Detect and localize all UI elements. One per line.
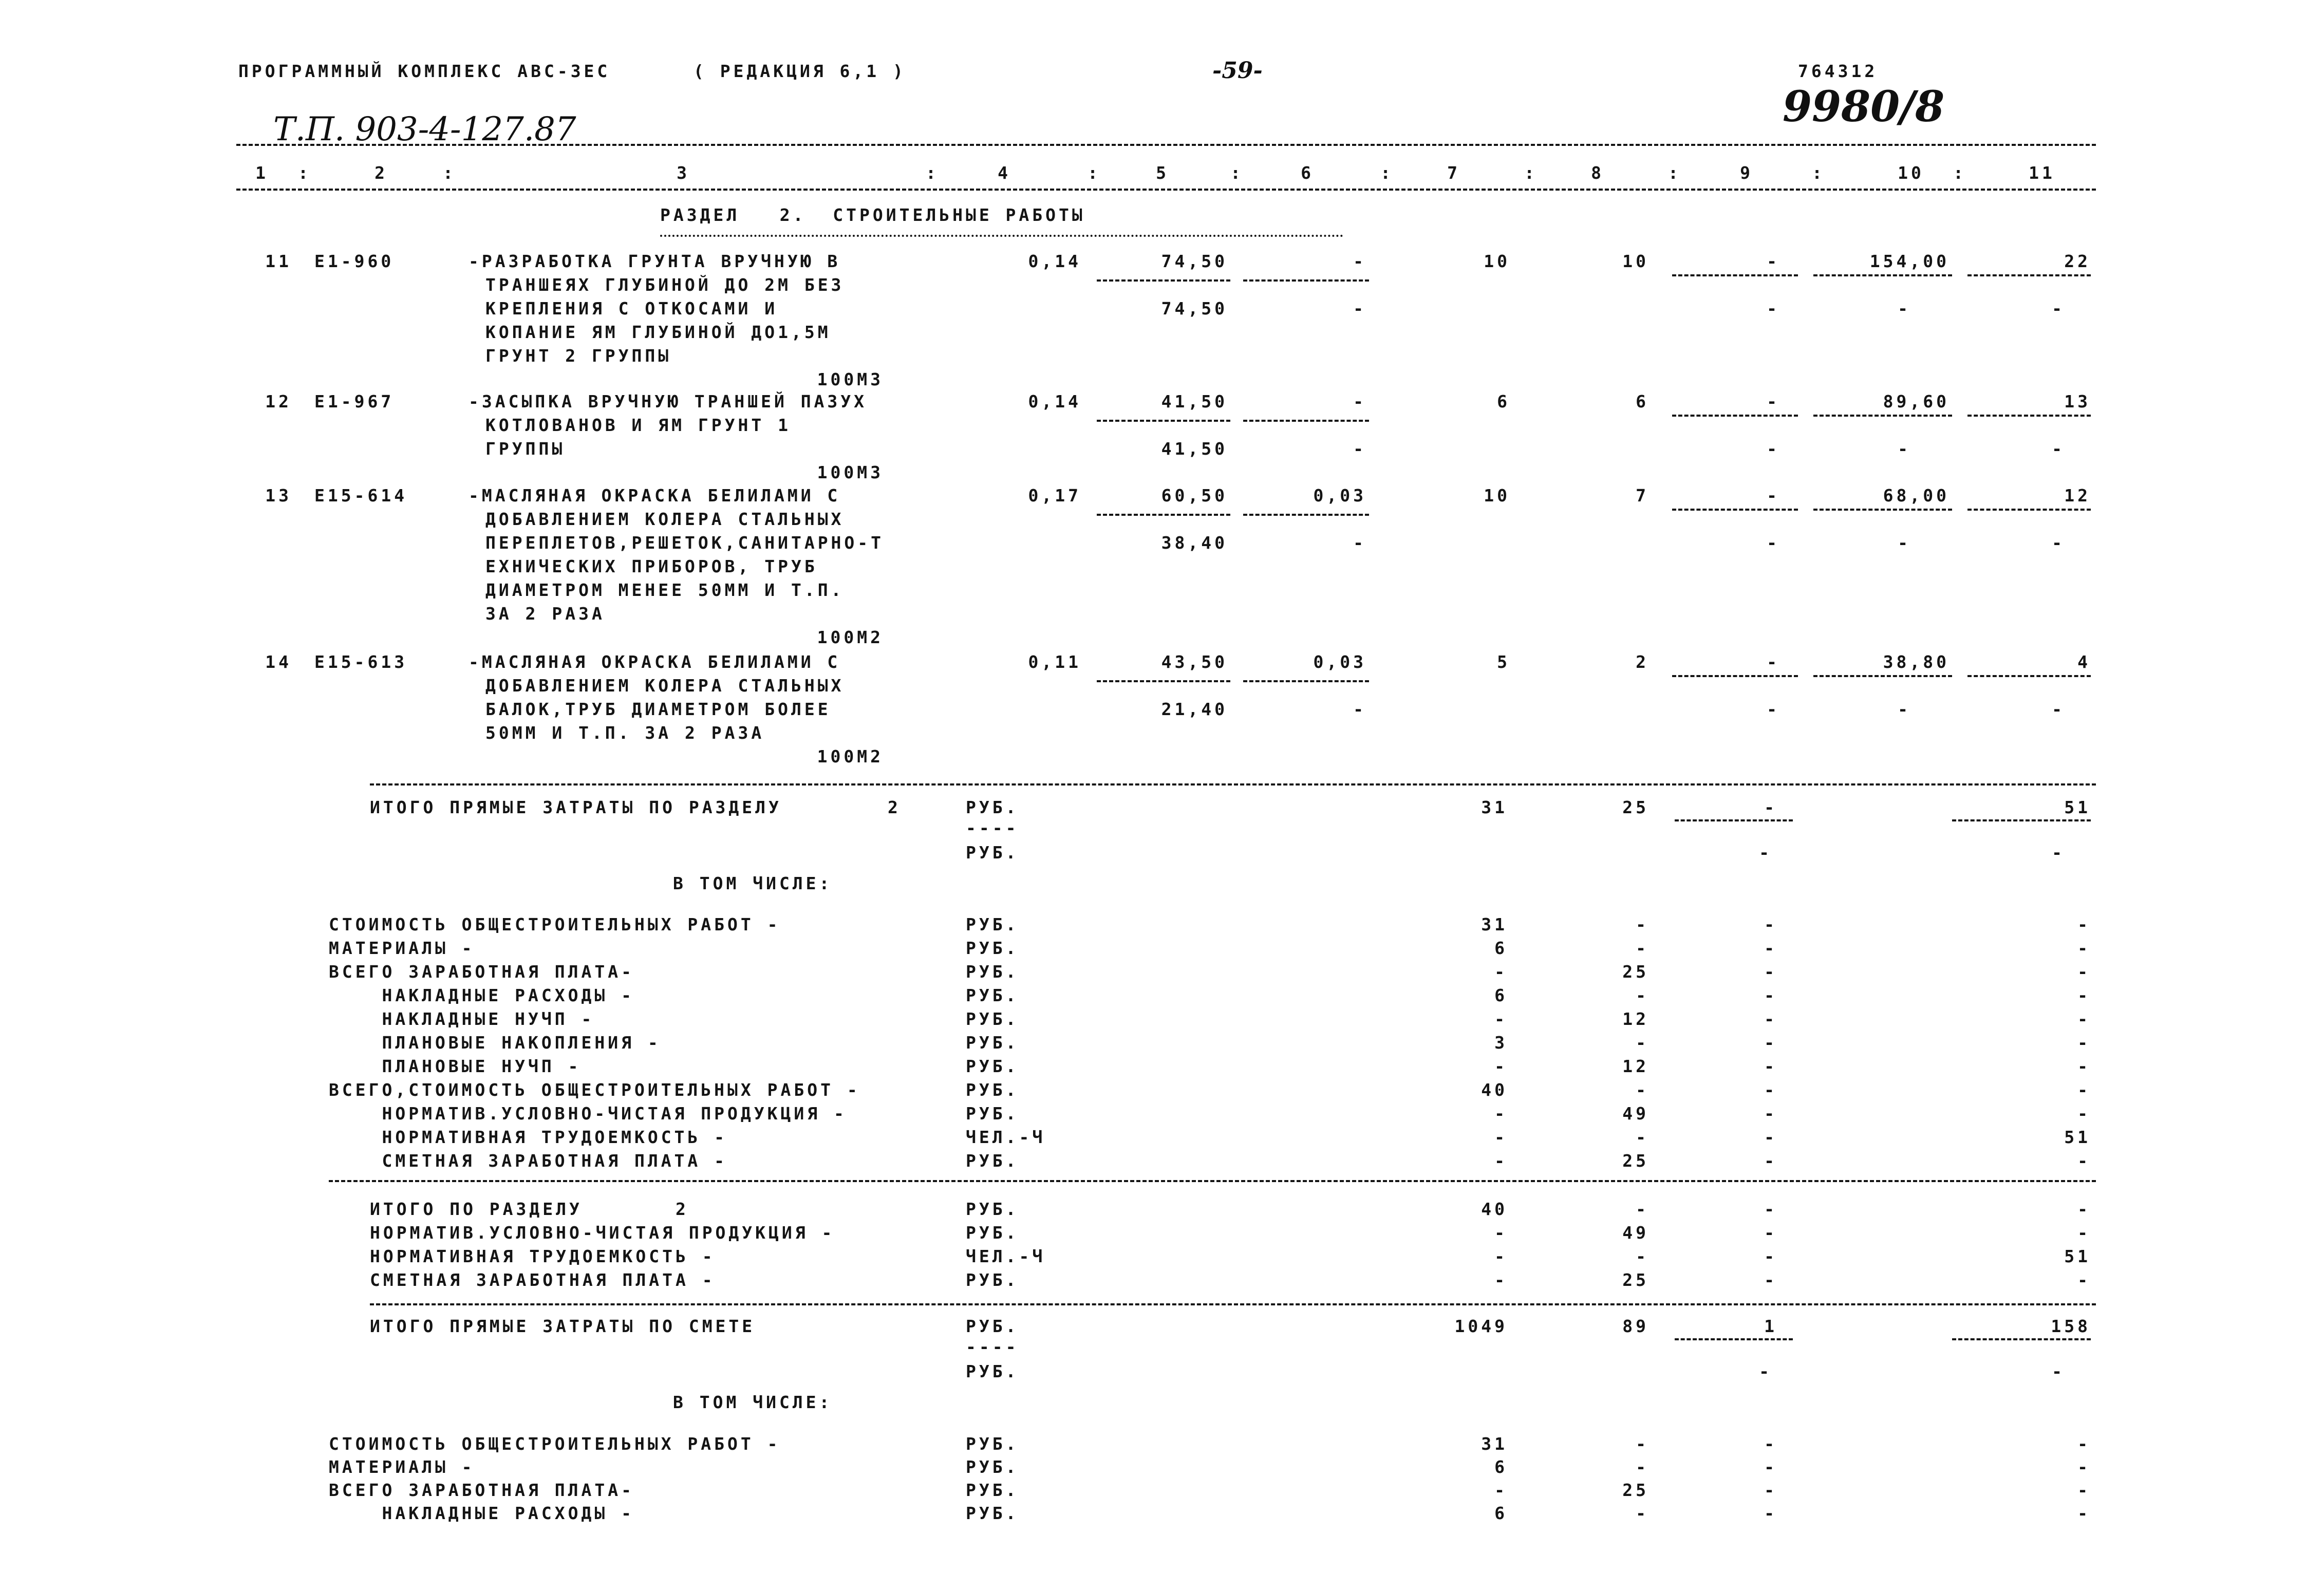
item-description-line: -РАЗРАБОТКА ГРУНТА ВРУЧНУЮ В	[468, 251, 841, 271]
summary-unit: РУБ.	[966, 1223, 1019, 1243]
summary-unit: РУБ.	[966, 1503, 1019, 1523]
summary-col8: 12	[1622, 1009, 1649, 1029]
summary-col9: -	[1764, 985, 1777, 1005]
summary-col11: -	[2077, 1457, 2091, 1477]
price-divider	[1097, 420, 1230, 422]
summary-col9: -	[1764, 1199, 1777, 1219]
summary-label: СТОИМОСТЬ ОБЩЕСТРОИТЕЛЬНЫХ РАБОТ -	[329, 1434, 781, 1454]
summary-col8: -	[1636, 1434, 1649, 1454]
item-wages: -	[1767, 251, 1780, 271]
direct-col8: 25	[1622, 797, 1649, 817]
item-description-line: 50ММ И Т.П. ЗА 2 РАЗА	[485, 723, 765, 743]
column-separator: :	[1812, 163, 1825, 183]
summary-col8: -	[1636, 1199, 1649, 1219]
summary-label: НАКЛАДНЫЕ НУЧП -	[329, 1009, 595, 1029]
summary-col7: 31	[1481, 914, 1508, 934]
direct-col7: 1049	[1454, 1316, 1508, 1336]
item-labor-total-sub: -	[2052, 439, 2065, 459]
column-number: 4	[998, 163, 1011, 183]
item-description-line: ДОБАВЛЕНИЕМ КОЛЕРА СТАЛЬНЫХ	[485, 676, 845, 696]
summary-col7: 6	[1494, 1457, 1508, 1477]
summary-unit: РУБ.	[966, 1033, 1019, 1053]
item-description-line: -ЗАСЫПКА ВРУЧНУЮ ТРАНШЕЙ ПАЗУХ	[468, 391, 868, 411]
summary-col11: -	[2077, 914, 2091, 934]
item-total: 5	[1497, 652, 1510, 672]
summary-col11: -	[2077, 1480, 2091, 1500]
item-labor: 68,00	[1883, 485, 1950, 506]
column-separator: :	[1953, 163, 1966, 183]
item-description-line: КРЕПЛЕНИЯ С ОТКОСАМИ И	[485, 298, 778, 319]
column-separator: :	[1088, 163, 1101, 183]
summary-col11: -	[2077, 1103, 2091, 1124]
price-divider	[1097, 680, 1230, 682]
summary-label: ВСЕГО ЗАРАБОТНАЯ ПЛАТА-	[329, 962, 634, 982]
item-wage-machine: -	[1353, 533, 1366, 553]
item-description-line: ГРУНТ 2 ГРУППЫ	[485, 346, 672, 366]
item-labor: 38,80	[1883, 652, 1950, 672]
item-description-line: БАЛОК,ТРУБ ДИАМЕТРОМ БОЛЕЕ	[485, 699, 831, 719]
item-labor-sub: -	[1898, 298, 1911, 319]
totals-divider	[1672, 509, 1798, 511]
direct-col9-2: -	[1759, 843, 1772, 863]
item-labor-sub: -	[1898, 699, 1911, 719]
totals-divider	[1967, 415, 2091, 417]
summary-unit: РУБ.	[966, 938, 1019, 958]
summary-unit: ЧЕЛ.-Ч	[966, 1127, 1046, 1147]
summary-col7: -	[1494, 1009, 1508, 1029]
edition-label: ( РЕДАКЦИЯ 6,1 )	[694, 61, 906, 81]
totals-divider	[1967, 509, 2091, 511]
item-labor-sub: -	[1898, 439, 1911, 459]
item-labor-total: 4	[2077, 652, 2091, 672]
summary-col11: -	[2077, 1199, 2091, 1219]
summary-unit: РУБ.	[966, 1080, 1019, 1100]
item-wage-machine: -	[1353, 298, 1366, 319]
direct-col8: 89	[1622, 1316, 1649, 1336]
summary-col8: -	[1636, 1080, 1649, 1100]
item-description-line: -МАСЛЯНАЯ ОКРАСКА БЕЛИЛАМИ С	[468, 652, 841, 672]
direct-dashes: ----	[966, 1337, 1019, 1357]
summary-col7: 6	[1494, 985, 1508, 1005]
item-wage-machine: -	[1353, 699, 1366, 719]
direct-col9-2: -	[1759, 1361, 1772, 1381]
item-wage-price: 21,40	[1161, 699, 1228, 719]
column-number: 8	[1591, 163, 1604, 183]
direct-section-number: 2	[888, 797, 901, 817]
summary-col9: -	[1764, 1103, 1777, 1124]
item-unit: 100М3	[817, 369, 884, 389]
summary-label: СМЕТНАЯ ЗАРАБОТНАЯ ПЛАТА -	[370, 1270, 716, 1290]
summary-col9: -	[1764, 1009, 1777, 1029]
summary-col11: -	[2077, 1151, 2091, 1171]
item-wages: -	[1767, 391, 1780, 411]
totals-divider	[1813, 274, 1952, 276]
summary-col11: 51	[2064, 1246, 2091, 1266]
summary-col11: -	[2077, 1503, 2091, 1523]
summary-col8: -	[1636, 1246, 1649, 1266]
summary-col7: -	[1494, 1480, 1508, 1500]
column-number: 2	[374, 163, 388, 183]
column-number: 3	[677, 163, 690, 183]
summary-col9: -	[1764, 938, 1777, 958]
summary-col11: -	[2077, 962, 2091, 982]
summary-col9: -	[1764, 1056, 1777, 1076]
item-unit-price: 43,50	[1161, 652, 1228, 672]
summary-unit: РУБ.	[966, 1457, 1019, 1477]
summary-label: МАТЕРИАЛЫ -	[329, 938, 475, 958]
item-wage-price: 41,50	[1161, 439, 1228, 459]
summary-unit: РУБ.	[966, 1103, 1019, 1124]
summary-label: НОРМАТИВНАЯ ТРУДОЕМКОСТЬ -	[329, 1127, 728, 1147]
summary-col11: -	[2077, 1223, 2091, 1243]
summary-col7: 40	[1481, 1199, 1508, 1219]
summary-label: ВСЕГО,СТОИМОСТЬ ОБЩЕСТРОИТЕЛЬНЫХ РАБОТ -	[329, 1080, 860, 1100]
totals-divider	[1672, 274, 1798, 276]
item-quantity: 0,14	[1028, 391, 1081, 411]
column-separator: :	[1230, 163, 1244, 183]
summary-unit: РУБ.	[966, 1151, 1019, 1171]
summary-col11: -	[2077, 1009, 2091, 1029]
column-number: 1	[255, 163, 269, 183]
summary-col7: -	[1494, 1223, 1508, 1243]
item-machines: 2	[1636, 652, 1649, 672]
direct-col11-2: -	[2052, 843, 2065, 863]
summary-label: МАТЕРИАЛЫ -	[329, 1457, 475, 1477]
section-title: РАЗДЕЛ 2. СТРОИТЕЛЬНЫЕ РАБОТЫ	[660, 205, 1085, 225]
item-unit-price: 74,50	[1161, 251, 1228, 271]
summary-col9: -	[1764, 1033, 1777, 1053]
item-code: Е15-614	[314, 485, 408, 506]
summary-label: ПЛАНОВЫЕ НУЧП -	[329, 1056, 582, 1076]
summary-col8: -	[1636, 1503, 1649, 1523]
item-labor-total: 22	[2064, 251, 2091, 271]
summary-unit: РУБ.	[966, 1009, 1019, 1029]
item-total: 10	[1484, 251, 1510, 271]
summary-col9: -	[1764, 1480, 1777, 1500]
column-number: 5	[1156, 163, 1169, 183]
summary-col8: -	[1636, 1457, 1649, 1477]
summary-col8: 25	[1622, 1151, 1649, 1171]
item-quantity: 0,11	[1028, 652, 1081, 672]
item-machine-price: 0,03	[1313, 652, 1366, 672]
totals-divider	[1813, 509, 1952, 511]
direct-divider	[1675, 1338, 1793, 1340]
item-description-line: ЕХНИЧЕСКИХ ПРИБОРОВ, ТРУБ	[485, 556, 818, 576]
price-divider	[1243, 420, 1369, 422]
direct-col9: 1	[1764, 1316, 1777, 1336]
summary-col7: -	[1494, 1127, 1508, 1147]
item-machine-price: -	[1353, 391, 1366, 411]
summary-col7: 6	[1494, 1503, 1508, 1523]
summary-col8: 25	[1622, 1270, 1649, 1290]
summary-col7: 40	[1481, 1080, 1508, 1100]
summary-label: НОРМАТИВ.УСЛОВНО-ЧИСТАЯ ПРОДУКЦИЯ -	[370, 1223, 835, 1243]
item-wage-price: 38,40	[1161, 533, 1228, 553]
direct-divider	[1675, 819, 1793, 821]
totals-divider	[1672, 675, 1798, 677]
item-description-line: ЗА 2 РАЗА	[485, 604, 605, 624]
header-rule	[236, 189, 2096, 191]
item-wages: -	[1767, 485, 1780, 506]
item-wage-machine: -	[1353, 439, 1366, 459]
summary-col8: -	[1636, 1127, 1649, 1147]
price-divider	[1243, 680, 1369, 682]
summary-label: НАКЛАДНЫЕ РАСХОДЫ -	[329, 985, 634, 1005]
summary-col7: -	[1494, 1056, 1508, 1076]
summary-unit: РУБ.	[966, 1270, 1019, 1290]
direct-unit-2: РУБ.	[966, 1361, 1019, 1381]
item-description-line: -МАСЛЯНАЯ ОКРАСКА БЕЛИЛАМИ С	[468, 485, 841, 506]
item-wages-sub: -	[1767, 298, 1780, 319]
item-code: Е15-613	[314, 652, 408, 672]
section-end-rule	[370, 783, 2096, 785]
item-unit-price: 60,50	[1161, 485, 1228, 506]
item-number: 12	[265, 391, 292, 411]
summary-col9: -	[1764, 962, 1777, 982]
item-number: 14	[265, 652, 292, 672]
summary-col11: -	[2077, 1434, 2091, 1454]
item-code: Е1-967	[314, 391, 395, 411]
summary-unit: РУБ.	[966, 1480, 1019, 1500]
summary-unit: РУБ.	[966, 985, 1019, 1005]
summary-col11: 51	[2064, 1127, 2091, 1147]
summary-col8: -	[1636, 985, 1649, 1005]
summary-unit: РУБ.	[966, 1056, 1019, 1076]
direct-col11: 51	[2064, 797, 2091, 817]
item-wage-price: 74,50	[1161, 298, 1228, 319]
item-wages: -	[1767, 652, 1780, 672]
direct-unit-2: РУБ.	[966, 843, 1019, 863]
item-machines: 10	[1622, 251, 1649, 271]
item-number: 11	[265, 251, 292, 271]
direct-dashes: ----	[966, 818, 1019, 838]
item-unit: 100М2	[817, 746, 884, 766]
summary-col7: -	[1494, 1151, 1508, 1171]
section-total-rule	[370, 1303, 2096, 1305]
summary-label: ВСЕГО ЗАРАБОТНАЯ ПЛАТА-	[329, 1480, 634, 1500]
column-separator: :	[1524, 163, 1538, 183]
page-number: -59-	[1212, 58, 1263, 84]
summary-label: НОРМАТИВНАЯ ТРУДОЕМКОСТЬ -	[370, 1246, 716, 1266]
summary-label: ПЛАНОВЫЕ НАКОПЛЕНИЯ -	[329, 1033, 661, 1053]
summary-col9: -	[1764, 914, 1777, 934]
summary-unit: ЧЕЛ.-Ч	[966, 1246, 1046, 1266]
summary-col11: -	[2077, 1033, 2091, 1053]
direct-col9: -	[1764, 797, 1777, 817]
direct-label: ИТОГО ПРЯМЫЕ ЗАТРАТЫ ПО СМЕТЕ	[370, 1316, 756, 1336]
summary-col8: 49	[1622, 1223, 1649, 1243]
direct-unit: РУБ.	[966, 797, 1019, 817]
column-number: 10	[1898, 163, 1924, 183]
summary-col8: -	[1636, 1033, 1649, 1053]
item-description-line: ТРАНШЕЯХ ГЛУБИНОЙ ДО 2М БЕЗ	[485, 275, 845, 295]
summary-col9: -	[1764, 1503, 1777, 1523]
totals-divider	[1813, 675, 1952, 677]
summary-unit: РУБ.	[966, 1434, 1019, 1454]
summary-unit: РУБ.	[966, 962, 1019, 982]
handwritten-number: 9980/8	[1783, 82, 1945, 132]
totals-divider	[1967, 675, 2091, 677]
column-separator: :	[1668, 163, 1681, 183]
item-number: 13	[265, 485, 292, 506]
summary-col11: -	[2077, 938, 2091, 958]
item-description-line: ДИАМЕТРОМ МЕНЕЕ 50ММ И Т.П.	[485, 580, 845, 600]
column-separator: :	[298, 163, 311, 183]
item-labor: 89,60	[1883, 391, 1950, 411]
column-number: 11	[2029, 163, 2055, 183]
item-labor-total: 12	[2064, 485, 2091, 506]
item-wages-sub: -	[1767, 533, 1780, 553]
summary-col7: -	[1494, 1103, 1508, 1124]
column-number: 9	[1740, 163, 1753, 183]
summary-col7: 3	[1494, 1033, 1508, 1053]
item-machine-price: 0,03	[1313, 485, 1366, 506]
item-wages-sub: -	[1767, 699, 1780, 719]
summary-col8: -	[1636, 938, 1649, 958]
item-labor-total: 13	[2064, 391, 2091, 411]
summary-col9: -	[1764, 1127, 1777, 1147]
program-title: ПРОГРАММНЫЙ КОМПЛЕКС АВС-3ЕС	[238, 61, 611, 81]
summary-col9: -	[1764, 1246, 1777, 1266]
summary-col9: -	[1764, 1270, 1777, 1290]
column-separator: :	[443, 163, 456, 183]
doc-code: 764312	[1798, 61, 1878, 81]
item-description-line: ГРУППЫ	[485, 439, 566, 459]
totals-divider	[1672, 415, 1798, 417]
breakdown-end-rule	[329, 1180, 2096, 1182]
summary-col7: -	[1494, 1246, 1508, 1266]
summary-label: НОРМАТИВ.УСЛОВНО-ЧИСТАЯ ПРОДУКЦИЯ -	[329, 1103, 847, 1124]
summary-label: СТОИМОСТЬ ОБЩЕСТРОИТЕЛЬНЫХ РАБОТ -	[329, 914, 781, 934]
totals-divider	[1813, 415, 1952, 417]
item-unit: 100М2	[817, 627, 884, 647]
summary-col11: -	[2077, 985, 2091, 1005]
direct-label: ИТОГО ПРЯМЫЕ ЗАТРАТЫ ПО РАЗДЕЛУ	[370, 797, 782, 817]
direct-divider	[1952, 1338, 2091, 1340]
item-quantity: 0,17	[1028, 485, 1081, 506]
item-machine-price: -	[1353, 251, 1366, 271]
section-underline	[660, 235, 1343, 237]
price-divider	[1243, 514, 1369, 516]
item-total: 10	[1484, 485, 1510, 506]
price-divider	[1243, 279, 1369, 282]
column-number: 7	[1447, 163, 1460, 183]
summary-col8: 25	[1622, 962, 1649, 982]
item-labor-total-sub: -	[2052, 699, 2065, 719]
item-labor-sub: -	[1898, 533, 1911, 553]
summary-col9: -	[1764, 1434, 1777, 1454]
item-description-line: ДОБАВЛЕНИЕМ КОЛЕРА СТАЛЬНЫХ	[485, 509, 845, 529]
column-separator: :	[1380, 163, 1394, 183]
summary-label: НАКЛАДНЫЕ РАСХОДЫ -	[329, 1503, 634, 1523]
price-divider	[1097, 279, 1230, 282]
summary-col8: 12	[1622, 1056, 1649, 1076]
summary-col7: -	[1494, 962, 1508, 982]
item-wages-sub: -	[1767, 439, 1780, 459]
summary-col7: 6	[1494, 938, 1508, 958]
price-divider	[1097, 514, 1230, 516]
direct-unit: РУБ.	[966, 1316, 1019, 1336]
item-labor-total-sub: -	[2052, 298, 2065, 319]
summary-col11: -	[2077, 1270, 2091, 1290]
including-label: В ТОМ ЧИСЛЕ:	[673, 1392, 833, 1412]
totals-divider	[1967, 274, 2091, 276]
including-label: В ТОМ ЧИСЛЕ:	[673, 873, 833, 893]
column-number: 6	[1301, 163, 1314, 183]
item-code: Е1-960	[314, 251, 395, 271]
item-quantity: 0,14	[1028, 251, 1081, 271]
direct-col7: 31	[1481, 797, 1508, 817]
item-machines: 6	[1636, 391, 1649, 411]
column-separator: :	[926, 163, 939, 183]
item-labor: 154,00	[1869, 251, 1950, 271]
summary-col7: -	[1494, 1270, 1508, 1290]
summary-col9: -	[1764, 1151, 1777, 1171]
summary-col8: -	[1636, 914, 1649, 934]
direct-divider	[1952, 819, 2091, 821]
direct-col11: 158	[2051, 1316, 2091, 1336]
item-total: 6	[1497, 391, 1510, 411]
item-labor-total-sub: -	[2052, 533, 2065, 553]
item-description-line: КОПАНИЕ ЯМ ГЛУБИНОЙ ДО1,5М	[485, 322, 831, 342]
top-rule	[236, 144, 2096, 146]
summary-col8: 25	[1622, 1480, 1649, 1500]
summary-col8: 49	[1622, 1103, 1649, 1124]
item-description-line: КОТЛОВАНОВ И ЯМ ГРУНТ 1	[485, 415, 791, 435]
summary-unit: РУБ.	[966, 1199, 1019, 1219]
item-description-line: ПЕРЕПЛЕТОВ,РЕШЕТОК,САНИТАРНО-Т	[485, 533, 885, 553]
summary-col7: 31	[1481, 1434, 1508, 1454]
summary-label: СМЕТНАЯ ЗАРАБОТНАЯ ПЛАТА -	[329, 1151, 728, 1171]
summary-col11: -	[2077, 1080, 2091, 1100]
item-machines: 7	[1636, 485, 1649, 506]
summary-label: ИТОГО ПО РАЗДЕЛУ 2	[370, 1199, 689, 1219]
summary-unit: РУБ.	[966, 914, 1019, 934]
summary-col9: -	[1764, 1223, 1777, 1243]
item-unit-price: 41,50	[1161, 391, 1228, 411]
item-unit: 100М3	[817, 462, 884, 482]
direct-col11-2: -	[2052, 1361, 2065, 1381]
summary-col9: -	[1764, 1457, 1777, 1477]
handwritten-project-code: Т.П. 903-4-127.87	[273, 110, 576, 148]
summary-col9: -	[1764, 1080, 1777, 1100]
summary-col11: -	[2077, 1056, 2091, 1076]
